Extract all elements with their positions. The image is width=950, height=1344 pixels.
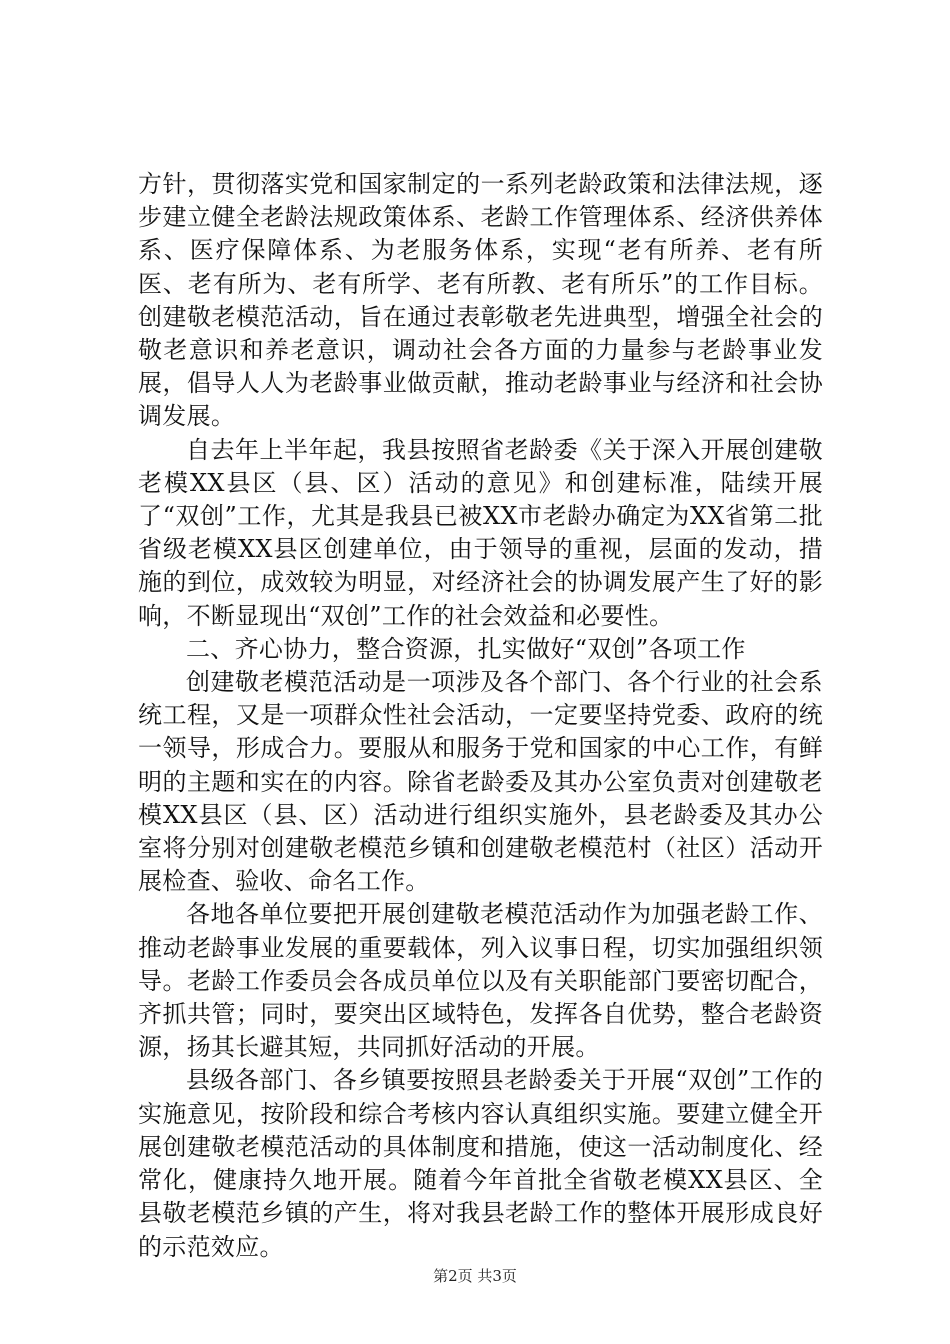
paragraph-leadership: 各地各单位要把开展创建敬老模范活动作为加强老龄工作、推动老龄事业发展的重要载体，列入议事日程，切实加强组织领导。老龄工作委员会各成员单位以及有关职能部门要密切配合，齐抓共管；同时，要突出区域特色，发挥各自优势，整合老龄资源，扬其长避其短，共同抓好活动的开展。 — [138, 900, 823, 1062]
paragraph-implementation: 县级各部门、各乡镇要按照县老龄委关于开展“双创”工作的实施意见，按阶段和综合考核内容认真组织实施。要建立健全开展创建敬老模范活动的具体制度和措施，使这一活动制度化、经常化，健康持久地开展。随着今年首批全省敬老模XX县区、全县敬老模范乡镇的产生，将对我县老龄工作的整体开展形成良好的示范效应。 — [138, 1066, 823, 1261]
paragraph-county-progress: 自去年上半年起，我县按照省老龄委《关于深入开展创建敬老模XX县区（县、区）活动的意见》和创建标准，陆续开展了“双创”工作，尤其是我县已被XX市老龄办确定为XX省第二批省级老模XX县区创建单位，由于领导的重视，层面的发动，措施的到位，成效较为明显，对经济社会的协调发展产生了好的影响，不断显现出“双创”工作的社会效益和必要性。 — [138, 435, 823, 630]
paragraph-continuation: 方针，贯彻落实党和国家制定的一系列老龄政策和法律法规，逐步建立健全老龄法规政策体系、老龄工作管理体系、经济供养体系、医疗保障体系、为老服务体系，实现“老有所养、老有所医、老有所为、老有所学、老有所教、老有所乐”的工作目标。创建敬老模范活动，旨在通过表彰敬老先进典型，增强全社会的敬老意识和养老意识，调动社会各方面的力量参与老龄事业发展，倡导人人为老龄事业做贡献，推动老龄事业与经济和社会协调发展。 — [138, 170, 823, 431]
paragraph-system-engineering: 创建敬老模范活动是一项涉及各个部门、各个行业的社会系统工程，又是一项群众性社会活动，一定要坚持党委、政府的统一领导，形成合力。要服从和服务于党和国家的中心工作，有鲜明的主题和实在的内容。除省老龄委及其办公室负责对创建敬老模XX县区（县、区）活动进行组织实施外，县老龄委及其办公室将分别对创建敬老模范乡镇和创建敬老模范村（社区）活动开展检查、验收、命名工作。 — [138, 668, 823, 896]
section-heading: 二、齐心协力，整合资源，扎实做好“双创”各项工作 — [186, 634, 746, 663]
page-number-footer: 第2页 共3页 — [433, 1267, 517, 1285]
document-body — [138, 168, 823, 1264]
